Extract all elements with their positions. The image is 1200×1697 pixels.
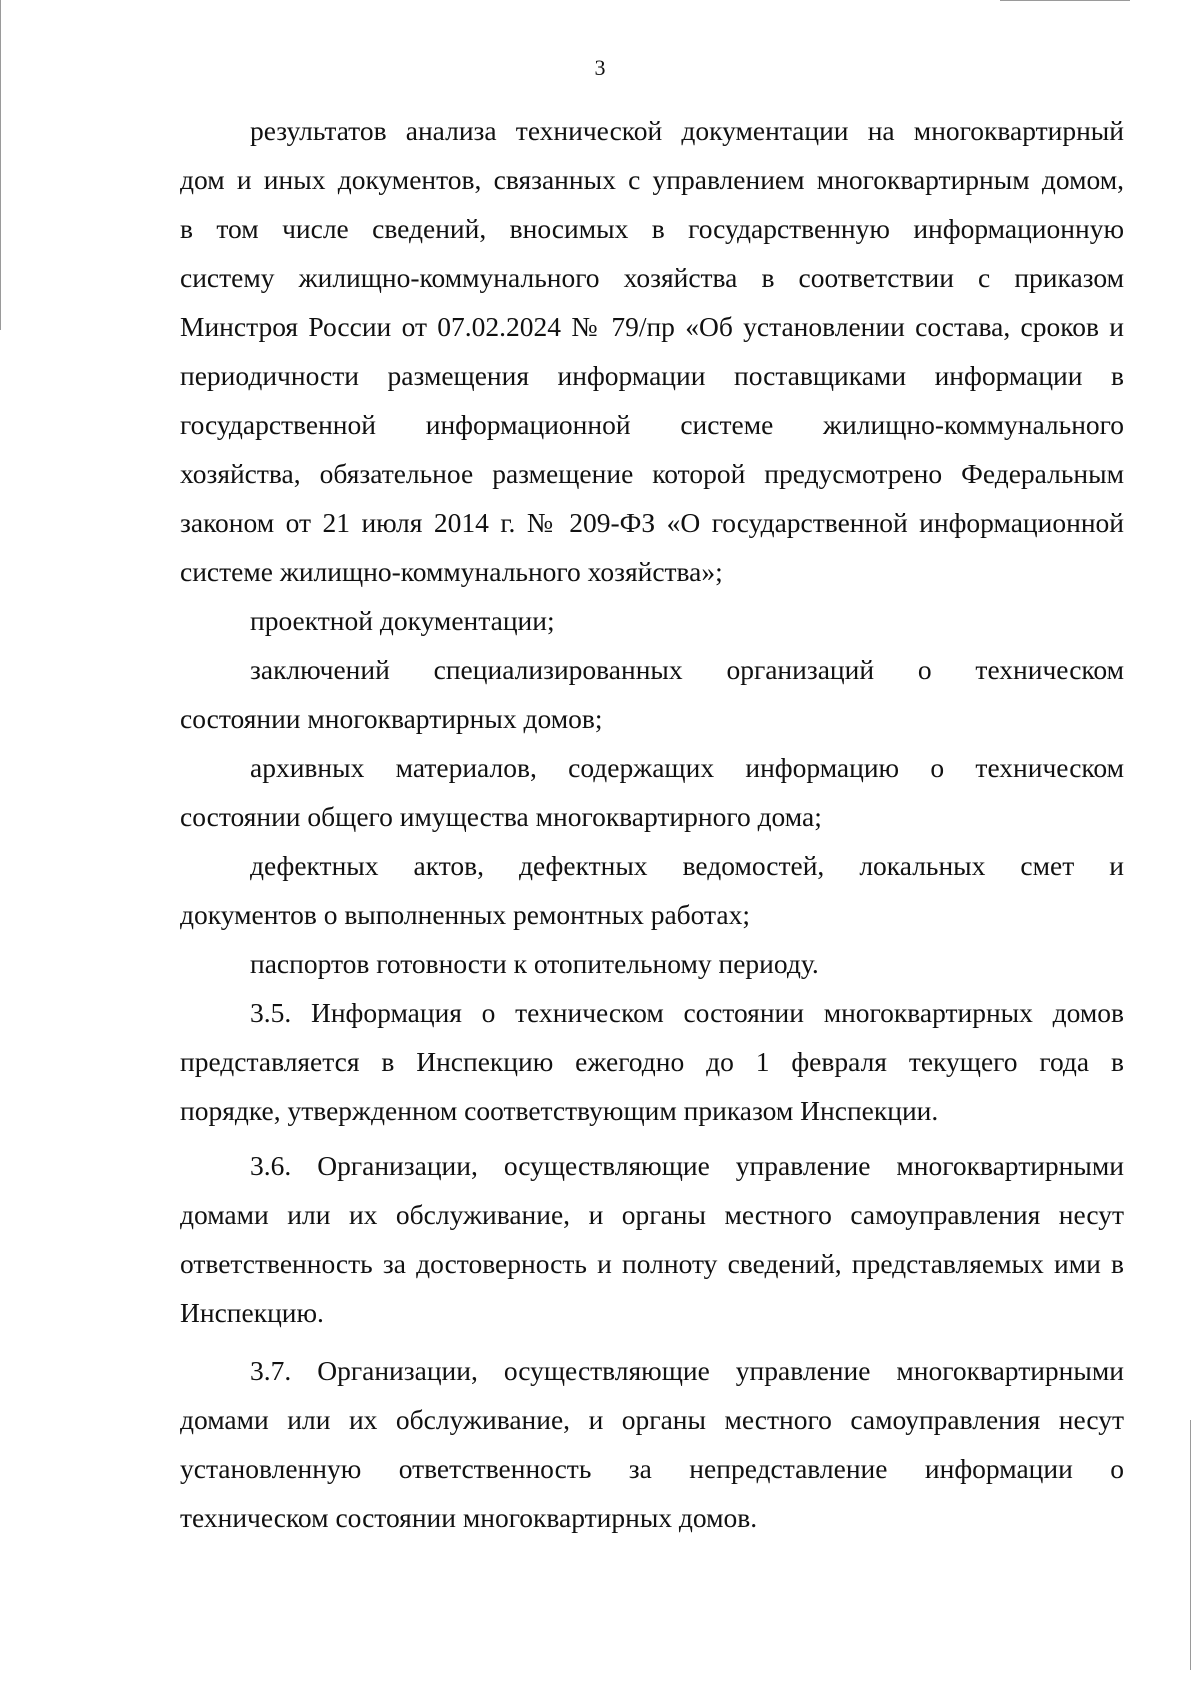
- text-line: 3.6. Организации, осуществляющие управление многоквартирными: [250, 1150, 1124, 1181]
- text-line: состоянии общего имущества многоквартирного дома;: [180, 801, 822, 832]
- text-line: паспортов готовности к отопительному периоду.: [250, 948, 819, 979]
- text-line: дефектных актов, дефектных ведомостей, локальных смет и: [250, 850, 1124, 881]
- scan-edge-mark: [0, 0, 1, 330]
- document-body: [180, 106, 1124, 1542]
- text-line: 3.5. Информация о техническом состоянии многоквартирных домов: [250, 997, 1124, 1028]
- text-line: государственной информационной системе жилищно-коммунального: [180, 409, 1124, 440]
- text-line: проектной документации;: [250, 605, 555, 636]
- text-line: порядке, утвержденном соответствующим приказом Инспекции.: [180, 1095, 939, 1126]
- text-line: домами или их обслуживание, и органы местного самоуправления несут: [180, 1199, 1124, 1230]
- text-line: домами или их обслуживание, и органы местного самоуправления несут: [180, 1404, 1124, 1435]
- text-line: ответственность за достоверность и полноту сведений, представляемых ими в: [180, 1248, 1124, 1279]
- text-line: результатов анализа технической документации на многоквартирный: [250, 115, 1124, 146]
- text-line: периодичности размещения информации поставщиками информации в: [180, 360, 1124, 391]
- page-number: 3: [594, 55, 606, 80]
- text-line: систему жилищно-коммунального хозяйства в соответствии с приказом: [180, 262, 1124, 293]
- scan-edge-mark: [1190, 1420, 1191, 1670]
- text-line: установленную ответственность за непредставление информации о: [180, 1453, 1124, 1484]
- text-line: системе жилищно-коммунального хозяйства»;: [180, 556, 723, 587]
- text-line: в том числе сведений, вносимых в государственную информационную: [180, 213, 1124, 244]
- text-line: архивных материалов, содержащих информацию о техническом: [250, 752, 1124, 783]
- text-line: дом и иных документов, связанных с управлением многоквартирным домом,: [180, 164, 1124, 195]
- text-line: законом от 21 июля 2014 г. № 209-ФЗ «О государственной информационной: [180, 507, 1124, 538]
- text-line: заключений специализированных организаций о техническом: [250, 654, 1124, 685]
- scan-edge-mark: [1000, 0, 1130, 1]
- text-line: Минстроя России от 07.02.2024 № 79/пр «Об установлении состава, сроков и: [180, 311, 1124, 342]
- text-line: 3.7. Организации, осуществляющие управление многоквартирными: [250, 1355, 1124, 1386]
- text-line: техническом состоянии многоквартирных домов.: [180, 1502, 758, 1533]
- text-line: Инспекцию.: [180, 1297, 324, 1328]
- text-line: состоянии многоквартирных домов;: [180, 703, 603, 734]
- text-line: документов о выполненных ремонтных работах;: [180, 899, 751, 930]
- text-line: хозяйства, обязательное размещение которой предусмотрено Федеральным: [180, 458, 1124, 489]
- text-line: представляется в Инспекцию ежегодно до 1 февраля текущего года в: [180, 1046, 1124, 1077]
